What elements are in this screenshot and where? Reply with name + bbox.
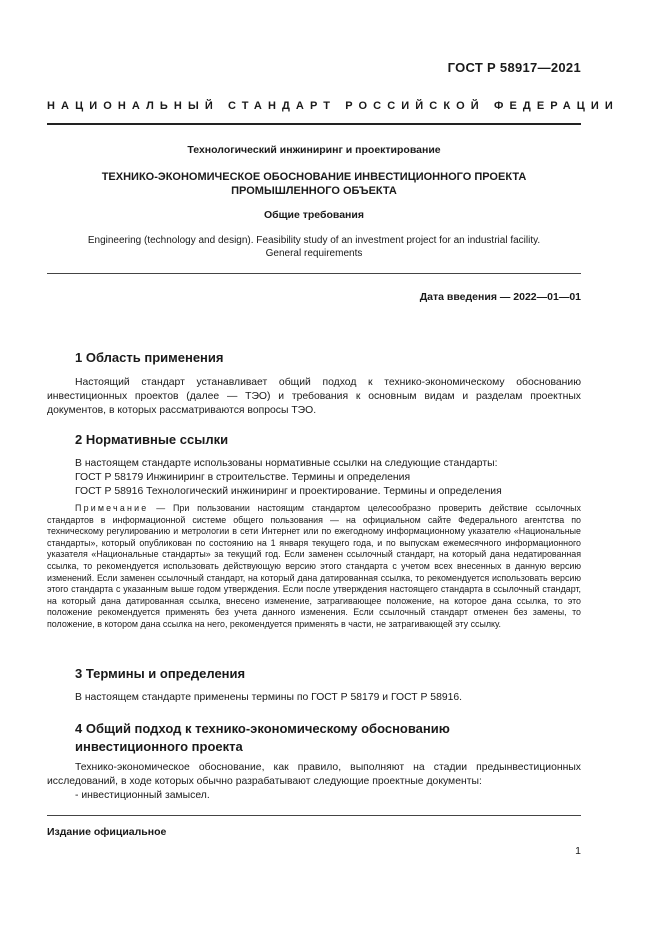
section-1-body [47, 376, 581, 418]
note-text: — При пользовании настоящим стандартом целесообразно проверить действие ссылочных стандартов в информационной системе общего пользования — на официальном сайте Федерального агентства по техническому регулированию и метрологии в сети Интернет или по ежегодному информационному указателю «Национальные стандарты», который опубликован по состоянию на 1 января текущего года, и по выпускам ежемесячного информационного указателя «Национальные стандарты» за текущий год. Если заменен ссылочный стандарт, на который дана недатированная ссылка, то рекомендуется использовать действующую версию этого стандарта с учетом всех внесенных в данную версию изменений. Если заменен ссылочный стандарт, на который дана датированная ссылка, то рекомендуется использовать версию этого стандарта с указанным выше годом утверждения. Если после утверждения настоящего стандарта в ссылочный стандарт, на который дана датированная ссылка, внесено изменение, затрагивающее положение, на которое дана ссылка, то это положение рекомендуется применять без учета данного изменения. Если ссылочный стандарт отменен без замены, то положение, в котором дана ссылка на него, рекомендуется применять в части, не затрагивающей эту ссылку. [47, 503, 581, 629]
section-3-heading: 3 Термины и определения [75, 666, 246, 681]
section-4-paragraph: Технико-экономическое обоснование, как правило, выполняют на стадии предынвестиционных исследований, в ходе которых обычно разрабатывают следующие проектные документы: [47, 762, 581, 787]
references-note [47, 503, 581, 631]
title-line-2: ПРОМЫШЛЕННОГО ОБЪЕКТА [231, 185, 397, 197]
section-4-heading: 4 Общий подход к технико-экономическому обоснованию инвестиционного проекта [75, 721, 450, 754]
title-divider [47, 273, 581, 274]
national-standard-banner: НАЦИОНАЛЬНЫЙ СТАНДАРТ РОССИЙСКОЙ ФЕДЕРАЦИИ [47, 100, 619, 112]
document-subtitle: Общие требования [264, 209, 364, 221]
english-title-line-1: Engineering (technology and design). Feasibility study of an investment project for an industrial facility. [87, 235, 541, 246]
reference-item: ГОСТ Р 58179 Инжиниринг в строительстве. Термины и определения [75, 472, 411, 483]
title-line-1: ТЕХНИКО-ЭКОНОМИЧЕСКОЕ ОБОСНОВАНИЕ ИНВЕСТИЦИОННОГО ПРОЕКТА [101, 171, 527, 183]
section-3-body [47, 691, 581, 705]
section-2-heading: 2 Нормативные ссылки [75, 432, 229, 447]
header-divider [47, 123, 581, 125]
english-title [47, 234, 581, 260]
section-3-paragraph: В настоящем стандарте применены термины по ГОСТ Р 58179 и ГОСТ Р 58916. [75, 692, 463, 703]
section-4-body [47, 761, 581, 803]
footer-divider [47, 815, 581, 816]
document-topic: Технологический инжиниринг и проектирование [187, 144, 441, 156]
standard-code: ГОСТ Р 58917—2021 [447, 60, 581, 75]
references-intro: В настоящем стандарте использованы нормативные ссылки на следующие стандарты: [75, 458, 498, 469]
english-title-line-2: General requirements [265, 248, 363, 259]
reference-item: ГОСТ Р 58916 Технологический инжиниринг и проектирование. Термины и определения [75, 486, 502, 497]
section-2-body [47, 457, 581, 499]
edition-label: Издание официальное [47, 826, 167, 838]
list-item: - инвестиционный замысел. [75, 790, 210, 801]
section-1-paragraph: Настоящий стандарт устанавливает общий подход к технико-экономическому обоснованию инвестиционных проектов (далее — ТЭО) и требования к основным видам и разделам проектных документов, в которых рассматриваются вопросы ТЭО. [47, 377, 581, 416]
note-label: Примечание [75, 503, 149, 513]
document-title [47, 170, 581, 198]
page-number: 1 [575, 845, 581, 857]
section-1-heading: 1 Область применения [75, 350, 224, 365]
introduction-date: Дата введения — 2022—01—01 [419, 291, 581, 303]
